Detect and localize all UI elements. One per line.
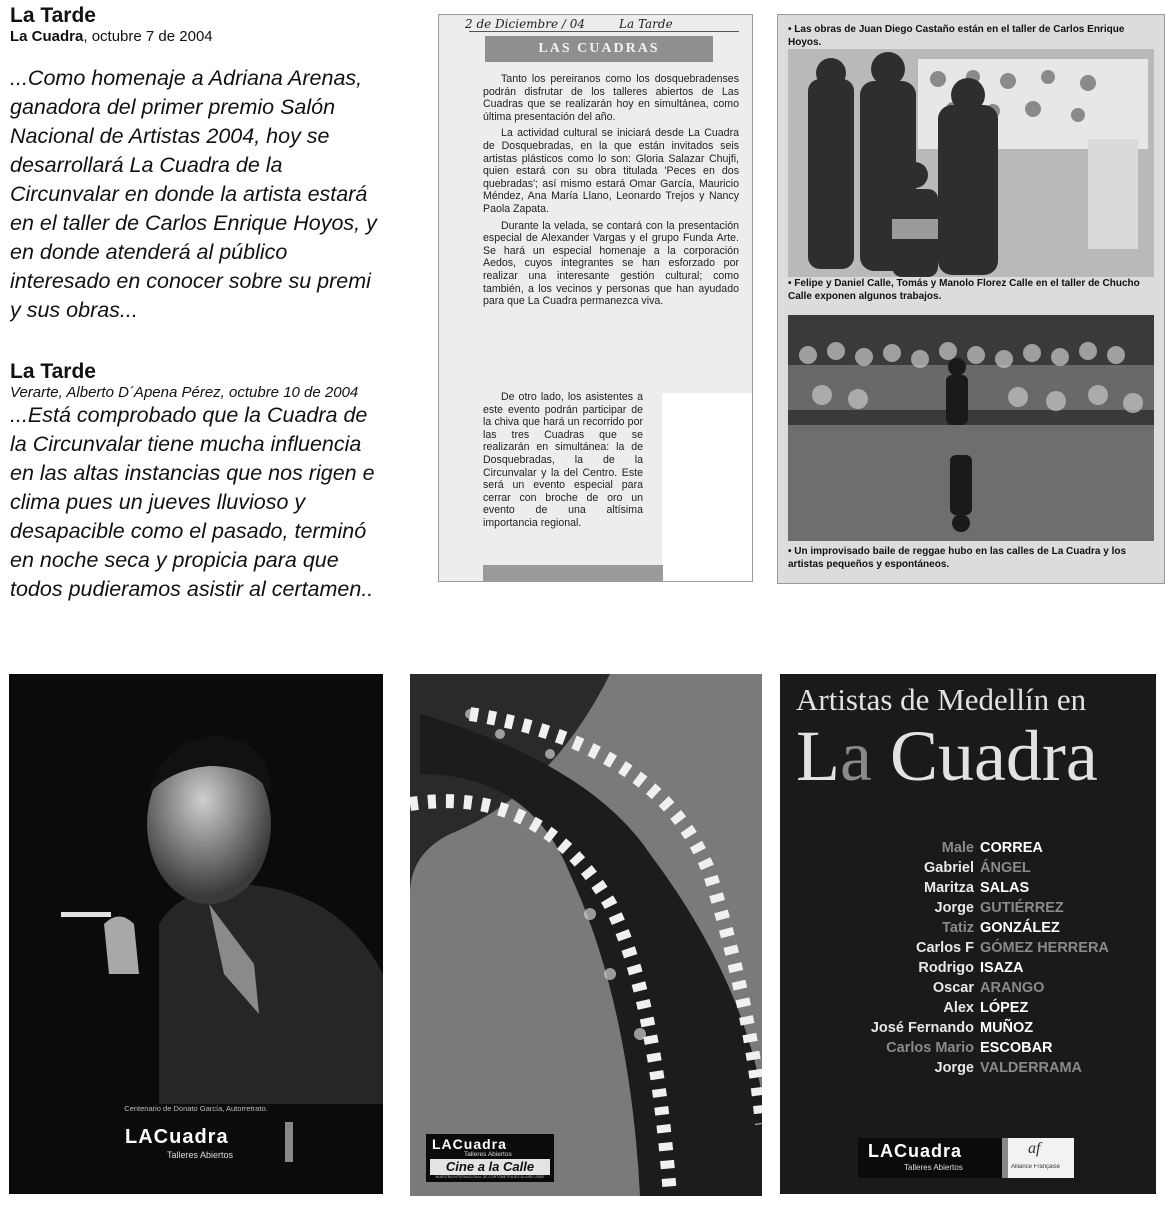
street-dance-illustration	[788, 315, 1154, 541]
artist-row	[844, 958, 1144, 978]
quote-line: Circunvalar en donde la artista estará	[10, 182, 368, 206]
artist-first-name: Gabriel	[924, 860, 974, 876]
artist-last-name: ISAZA	[980, 960, 1024, 976]
article-paragraph: De otro lado, los asistentes a este evento podrán participar de la chiva que hará un recorrido por las tres Cuadras que se realizarán en simultánea: la de Dosquebradas, la de la Circunvalar y la del Centro. Este será un evento especial para cerrar con broche de oro un evento de una altísima importancia regional.	[483, 391, 643, 529]
article-body-continued	[483, 391, 643, 530]
quote-line: clima pues un jueves lluvioso y	[10, 490, 306, 514]
quote-line: interesado en conocer sobre su premi	[10, 269, 371, 293]
artist-first-name: Male	[941, 840, 974, 856]
news-clipping-photos	[777, 14, 1165, 584]
quote-line: ganadora del primer premio Salón	[10, 95, 336, 119]
quote-line: en el taller de Carlos Enrique Hoyos, y	[10, 211, 377, 235]
poster-cine-a-la-calle	[410, 674, 762, 1196]
article-paragraph: Tanto los pereiranos como los dosquebradenses podrán disfrutar de los talleres abiertos de Las Cuadras que se realizarán hoy en simultánea, como última presentación del año.	[483, 73, 739, 123]
artist-first-name: Jorge	[934, 900, 974, 916]
handwritten-paper: La Tarde	[619, 17, 673, 31]
photo-caption: • Felipe y Daniel Calle, Tomás y Manolo Florez Calle en el taller de Chucho Calle exponen algunos trabajos.	[788, 278, 1140, 302]
poster-artistas-medellin	[780, 674, 1156, 1194]
artist-last-name: LÓPEZ	[980, 1000, 1029, 1016]
film-strip-illustration	[410, 674, 762, 1196]
artist-last-name: GUTIÉRREZ	[980, 900, 1064, 916]
quote-line: todos pudieramos asistir al certamen..	[10, 577, 374, 601]
artist-first-name: Rodrigo	[918, 960, 974, 976]
cine-subtitle: MUESTRA INTERNACIONAL DE CORTOMETRAJES AL AIRE LIBRE	[435, 1175, 545, 1179]
la-cuadra-logo: LACuadra Talleres Abiertos	[115, 1122, 293, 1162]
photo-street-dance	[788, 315, 1154, 541]
artist-first-name: Oscar	[932, 980, 974, 996]
la-cuadra-logo: LACuadra Talleres Abiertos	[858, 1138, 1008, 1178]
photo-caption: • Un improvisado baile de reggae hubo en las calles de La Cuadra y los artistas pequeños y espontáneos.	[788, 546, 1127, 570]
quote-line: ...Como homenaje a Adriana Arenas,	[10, 66, 363, 90]
la-cuadra-logo: LACuadra Talleres Abiertos Cine a la Calle MUESTRA INTERNACIONAL DE CORTOMETRAJES AL AIRE LIBRE	[426, 1134, 554, 1182]
clipping-cutout	[662, 393, 752, 581]
article-byline: Verarte, Alberto D´Apena Pérez, octubre 10 de 2004	[10, 384, 359, 401]
cine-a-la-calle-label: Cine a la Calle	[430, 1159, 550, 1175]
af-mark: af	[1028, 1140, 1041, 1157]
artist-first-name: José Fernando	[870, 1020, 974, 1036]
quote-line: desarrollará La Cuadra de la	[10, 153, 283, 177]
artist-last-name: ÁNGEL	[980, 860, 1031, 876]
artist-first-name: Alex	[943, 1000, 974, 1016]
handwritten-date: 2 de Diciembre / 04	[465, 17, 586, 31]
children-photo-illustration	[788, 49, 1154, 277]
alliance-francaise-logo	[1008, 1138, 1074, 1178]
quote-line: y sus obras...	[10, 298, 138, 322]
artist-last-name: SALAS	[980, 880, 1030, 896]
artist-last-name: GÓMEZ HERRERA	[980, 940, 1109, 956]
logo-subtitle: Talleres Abiertos	[464, 1151, 512, 1158]
quote-line: ...Está comprobado que la Cuadra de	[10, 403, 368, 427]
quote-line: Nacional de Artistas 2004, hoy se	[10, 124, 330, 148]
divider	[469, 31, 739, 32]
artist-row	[844, 878, 1144, 898]
photo-caption: • Las obras de Juan Diego Castaño están en el taller de Carlos Enrique Hoyos.	[788, 24, 1125, 48]
news-clipping-las-cuadras	[438, 14, 753, 582]
artist-first-name: Carlos Mario	[886, 1040, 974, 1056]
artist-row	[844, 858, 1144, 878]
photo-children-workshop	[788, 49, 1154, 277]
artist-last-name: CORREA	[980, 840, 1043, 856]
portrait-illustration	[9, 674, 383, 1194]
poster-caption: Centenario de Donato García, Autorretrato.	[124, 1104, 268, 1113]
headline: LAS CUADRAS	[485, 36, 713, 62]
article-paragraph: La actividad cultural se iniciará desde La Cuadra de Dosquebradas, en la que están invitados seis artistas plásticos como lo son: Gloria Salazar Chujfi, quien estará con su obra titulada 'Peces en dos quebradas'; así mismo estará Omar García, Mauricio Méndez, Ana María Llano, Leonardo Trejos y Nancy Paola Zapata.	[483, 127, 739, 215]
artist-first-name: Carlos F	[915, 940, 974, 956]
article-1	[10, 4, 422, 325]
quote-line: la Circunvalar tiene mucha influencia	[10, 432, 362, 456]
poster-title: Artistas de Medellín en	[796, 682, 1087, 717]
artist-row	[844, 1058, 1144, 1078]
quote-line: en noche seca y propicia para que	[10, 548, 339, 572]
article-2	[10, 360, 422, 604]
artist-row	[844, 938, 1144, 958]
artist-row	[844, 1018, 1144, 1038]
artist-row	[844, 998, 1144, 1018]
poster-autorretrato	[9, 674, 383, 1194]
partner-name: Alliance Française	[1011, 1164, 1061, 1170]
artist-last-name: ESCOBAR	[980, 1040, 1053, 1056]
poster-title-la-cuadra: La Cuadra	[796, 716, 1098, 796]
clipping-bottom-band	[483, 565, 663, 581]
article-paragraph: Durante la velada, se contará con la presentación especial de Alexander Vargas y el grupo Funda Arte. Se hará un especial homenaje a la corporación Aedos, cuyos integrantes se han esforzado por realizar una interesante gestión cultural; como también, a los vecinos y personas que han ayudado para que La Cuadra permanezca viva.	[483, 219, 739, 308]
artist-last-name: MUÑOZ	[980, 1020, 1034, 1036]
article-source: La Tarde	[10, 4, 96, 27]
artist-row	[844, 918, 1144, 938]
quote-line: en las altas instancias que nos rigen e	[10, 461, 375, 485]
artist-first-name: Tatiz	[942, 920, 974, 936]
artist-first-name: Maritza	[924, 880, 974, 896]
artist-row	[844, 838, 1144, 858]
article-byline: La Cuadra, octubre 7 de 2004	[10, 28, 213, 45]
artist-list	[844, 838, 1144, 1078]
artist-last-name: VALDERRAMA	[980, 1060, 1083, 1076]
artist-row	[844, 978, 1144, 998]
artist-last-name: GONZÁLEZ	[980, 920, 1060, 936]
quote-line: desapacible como el pasado, terminó	[10, 519, 367, 543]
logo-subtitle: Talleres Abiertos	[167, 1150, 234, 1160]
article-body	[483, 73, 739, 308]
artist-row	[844, 898, 1144, 918]
quote-line: en donde atenderá al público	[10, 240, 288, 264]
article-source: La Tarde	[10, 360, 96, 383]
logo-subtitle: Talleres Abiertos	[904, 1163, 963, 1172]
artist-row	[844, 1038, 1144, 1058]
artist-first-name: Jorge	[934, 1060, 974, 1076]
artist-last-name: ARANGO	[980, 980, 1045, 996]
